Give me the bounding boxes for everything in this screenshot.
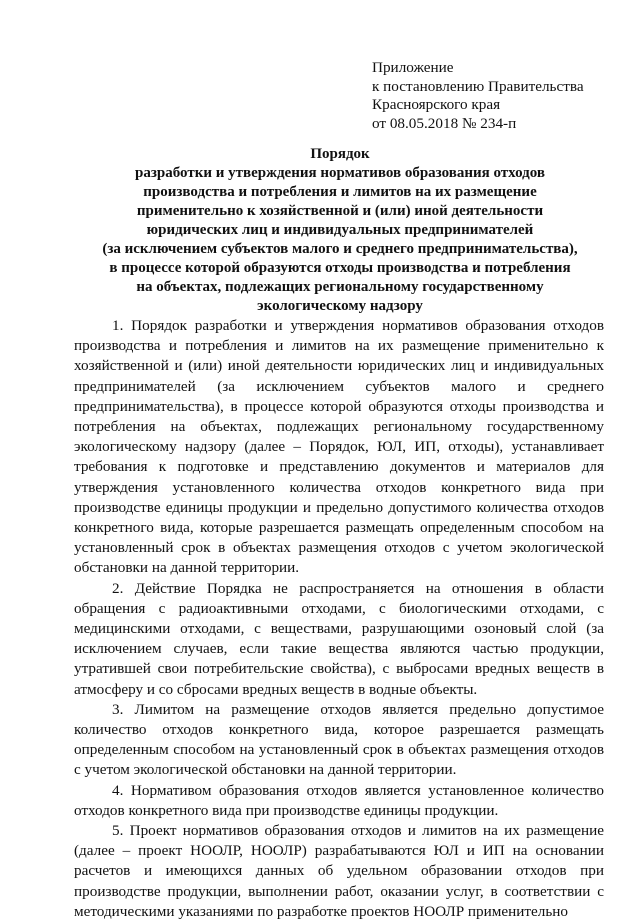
- paragraph-4: 4. Нормативом образования отходов является установленное количество отходов конкретного вида при производстве единицы продукции.: [74, 781, 604, 819]
- title-line: применительно к хозяйственной и (или) иной деятельности: [136, 203, 544, 219]
- appendix-line: Красноярского края: [372, 96, 501, 114]
- document-title: [60, 145, 620, 316]
- title-line: (за исключением субъектов малого и среднего предпринимательства),: [102, 241, 578, 257]
- title-line: Порядок: [310, 146, 370, 162]
- title-line: в процессе которой образуются отходы производства и потребления: [109, 260, 571, 276]
- paragraph-2: 2. Действие Порядка не распространяется на отношения в области обращения с радиоактивными отходами, с биологическими отходами, с медицинскими отходами, с веществами, разрушающими озоновый слой (за исключением случаев, если такие вещества являются частью продукции, утратившей свои потребительские свойства), с выбросами вредных веществ в атмосферу и со сбросами вредных веществ в водные объекты.: [74, 579, 604, 698]
- appendix-block: [372, 59, 622, 133]
- title-line: на объектах, подлежащих региональному государственному: [136, 279, 544, 295]
- title-line: экологическому надзору: [257, 298, 423, 314]
- document-body: [74, 316, 604, 922]
- paragraph-1: 1. Порядок разработки и утверждения нормативов образования отходов производства и потребления и лимитов на их размещение применительно к хозяйственной и (или) иной деятельности юридических лиц и индивидуальных предпринимателей (за исключением субъектов малого и среднего предпринимательства), в процессе которой образуются отходы производства и потребления на объектах, подлежащих региональному государственному экологическому надзору (далее – Порядок, ЮЛ, ИП, отходы), устанавливает требования к подготовке и представлению документов и материалов для утверждения установленного количества отходов конкретного вида при производстве единицы продукции и предельно допустимого количества отходов конкретного вида, которые разрешается размещать определенным способом на установленный срок в объектах размещения отходов с учетом экологической обстановки на данной территории.: [74, 317, 604, 577]
- appendix-line: от 08.05.2018 № 234-п: [372, 114, 517, 132]
- paragraph-3: 3. Лимитом на размещение отходов является предельно допустимое количество отходов конкретного вида, которое разрешается размещать определенным способом на установленный срок в объектах размещения отходов с учетом экологической обстановки на данной территории.: [74, 700, 604, 779]
- appendix-line: Приложение: [372, 59, 454, 76]
- title-line: разработки и утверждения нормативов образования отходов: [135, 165, 545, 181]
- title-line: производства и потребления и лимитов на их размещение: [143, 184, 537, 200]
- appendix-line: к постановлению Правительства: [372, 77, 584, 95]
- paragraph-5: 5. Проект нормативов образования отходов и лимитов на их размещение (далее – проект НООЛР, НООЛР) разрабатываются ЮЛ и ИП на основании расчетов и имеющихся данных об удельном образовании отходов при производстве продукции, выполнении работ, оказании услуг, в соответствии с методическими указаниями по разработке проектов НООЛР применительно: [74, 822, 604, 920]
- title-line: юридических лиц и индивидуальных предпринимателей: [146, 222, 534, 238]
